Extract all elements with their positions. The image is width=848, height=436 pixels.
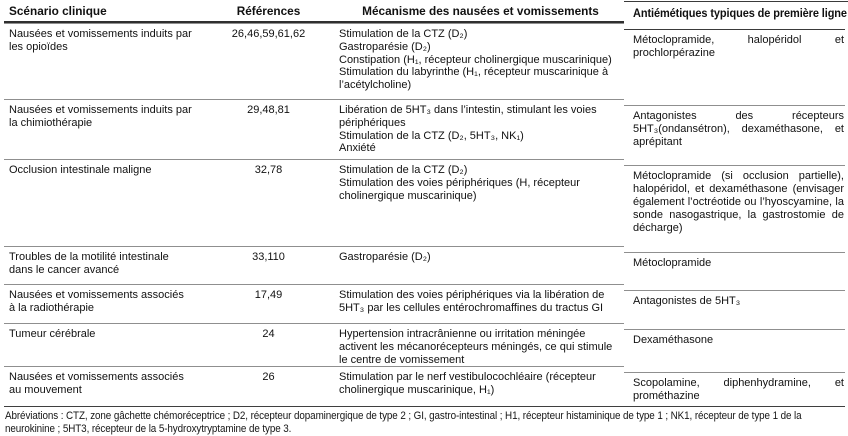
scenario-cell: Nausées et vomissements induits par la chimiothérapie: [4, 99, 205, 159]
mechanism-line: Gastroparésie (D₂): [339, 40, 431, 53]
mechanism-cell: [332, 159, 624, 246]
table-row-malignant-bowel-obstruction: [4, 159, 845, 246]
antiemetics-cell: Métoclopramide (si occlusion partielle), halopéridol, et dexaméthasone (envisager également l’octréotide ou l’hyoscyamine, la sonde nasogastrique, la gastrostomie de décharge): [624, 159, 845, 246]
antiemetics-cell: Antagonistes des récepteurs 5HT₃(ondansétron), dexaméthasone, et aprépitant: [624, 99, 845, 159]
mechanism-line: Gastroparésie (D₂): [339, 251, 431, 263]
scenario-cell: Troubles de la motilité intestinale dans le cancer avancé: [4, 246, 205, 284]
scenario-cell: Nausées et vomissements associés à la radiothérapie: [4, 284, 205, 323]
mechanism-line: Stimulation de la CTZ (D₂): [339, 28, 468, 40]
mechanism-line: Constipation (H₁, récepteur cholinergique muscarinique): [339, 53, 612, 66]
mechanism-line: Stimulation de la CTZ (D₂, 5HT₃, NK₁): [339, 129, 524, 142]
mechanism-cell: [332, 284, 624, 323]
abbreviations-footnote: Abréviations : CTZ, zone gâchette chémoréceptrice ; D2, récepteur dopaminergique de type 2 ; GI, gastro-intestinal ; H1, récepteur histaminique de type 1 ; NK1, récepteur de type 1 de la neurokinine ; 5HT3, récepteur de la 5-hydroxytryptamine de type 3.: [5, 410, 802, 436]
antiemetics-table: [4, 1, 845, 406]
table-bottom-rule: [4, 406, 845, 407]
mechanism-cell: [332, 99, 624, 159]
antiemetics-cell: Métoclopramide, halopéridol et prochlorpérazine: [624, 23, 845, 99]
table-row-intestinal-motility: [4, 246, 845, 284]
mechanism-line: Stimulation des voies périphériques (H, récepteur cholinergique muscarinique): [339, 176, 580, 202]
mechanism-line: Hypertension intracrânienne ou irritation méningée activent les mécanorécepteurs méningés, ce qui stimule le centre de vomissement: [339, 328, 613, 366]
table-row-opioid-induced: [4, 23, 845, 99]
antiemetics-cell: Dexaméthasone: [624, 323, 845, 366]
table-row-brain-tumor: [4, 323, 845, 366]
mechanism-line: Stimulation de la CTZ (D₂): [339, 164, 468, 176]
antiemetics-cell: Antagonistes de 5HT₃: [624, 284, 845, 323]
mechanism-line: Stimulation du labyrinthe (H₁, récepteur muscarinique à l’acétylcholine): [339, 66, 609, 92]
column-header-antiemetics: [624, 1, 848, 23]
column-header-antiemetics-label: Antiémétiques typiques de première ligne: [633, 6, 847, 20]
mechanism-cell: [332, 366, 624, 406]
references-cell: 24: [205, 323, 332, 366]
mechanism-cell: [332, 323, 624, 366]
mechanism-line: Anxiété: [339, 142, 376, 155]
footnote-container: [4, 410, 845, 436]
references-cell: 29,48,81: [205, 99, 332, 159]
antiemetics-cell: Métoclopramide: [624, 246, 845, 284]
scenario-cell: Occlusion intestinale maligne: [4, 159, 205, 246]
scenario-cell: Nausées et vomissements induits par les opioïdes: [4, 23, 205, 99]
antiemetics-cell: Scopolamine, diphenhydramine, et prométhazine: [624, 366, 845, 406]
scenario-cell: Nausées et vomissements associés au mouvement: [4, 366, 205, 406]
table-header-row: [4, 1, 845, 23]
references-cell: 33,110: [205, 246, 332, 284]
column-header-scenario: Scénario clinique: [4, 1, 205, 23]
mechanism-cell: [332, 246, 624, 284]
table-row-radiotherapy: [4, 284, 845, 323]
references-cell: 17,49: [205, 284, 332, 323]
mechanism-line: Stimulation des voies périphériques via la libération de 5HT₃ par les cellules entérochromaffines du tractus GI: [339, 289, 605, 314]
mechanism-line: Libération de 5HT₃ dans l’intestin, stimulant les voies périphériques: [339, 104, 597, 129]
column-header-references: Références: [205, 1, 332, 23]
table-row-motion: [4, 366, 845, 406]
column-header-mechanism: Mécanisme des nausées et vomissements: [332, 1, 624, 23]
mechanism-line: Stimulation par le nerf vestibulocochléaire (récepteur cholinergique muscarinique, H₁): [339, 371, 596, 397]
mechanism-cell: [332, 23, 624, 99]
references-cell: 26,46,59,61,62: [205, 23, 332, 99]
references-cell: 32,78: [205, 159, 332, 246]
references-cell: 26: [205, 366, 332, 406]
table-row-chemotherapy: [4, 99, 845, 159]
scenario-cell: Tumeur cérébrale: [4, 323, 205, 366]
